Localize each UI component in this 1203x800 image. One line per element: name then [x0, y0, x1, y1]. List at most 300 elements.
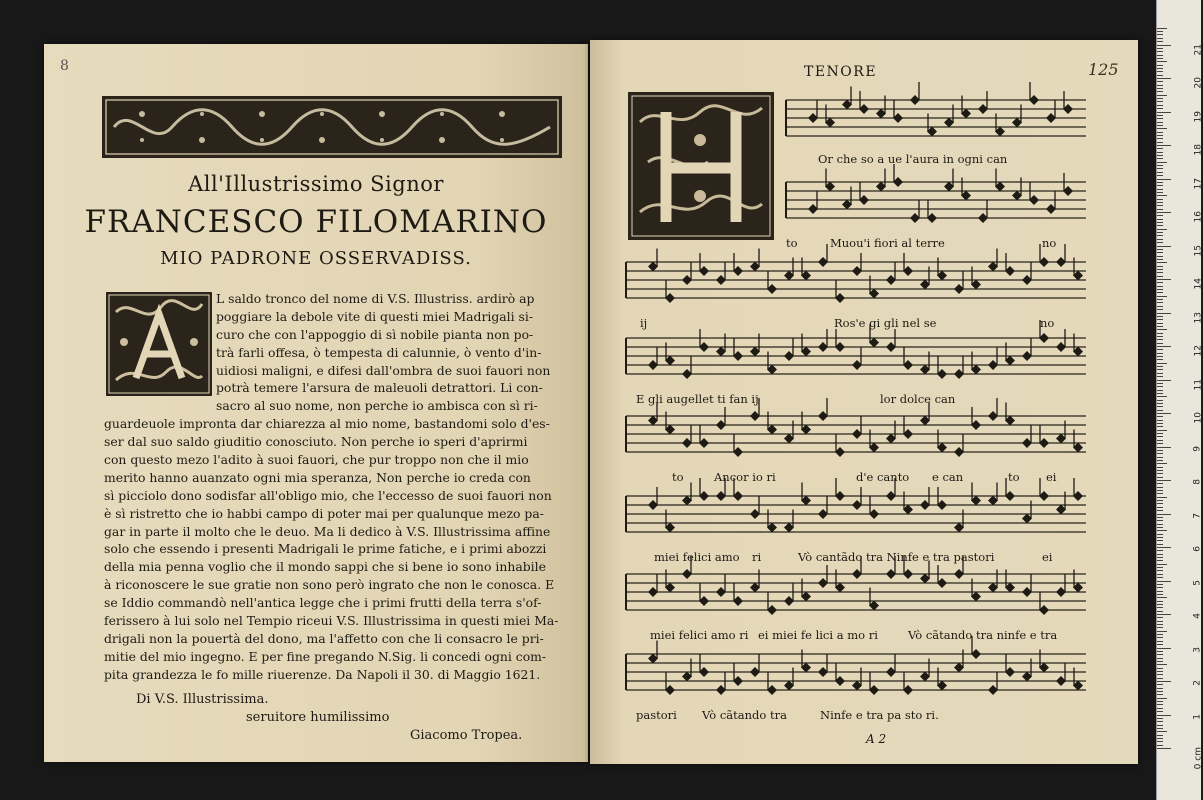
ruler-tick — [1157, 581, 1171, 582]
ruler-tick — [1157, 410, 1163, 411]
ruler-label: 0 cm — [1193, 747, 1203, 770]
ruler-tick — [1157, 232, 1163, 233]
right-page — [590, 40, 1138, 764]
ruler-tick — [1157, 701, 1163, 702]
ruler-tick — [1157, 688, 1163, 689]
ruler-tick — [1157, 728, 1163, 729]
ruler-tick — [1157, 262, 1167, 263]
ruler-tick — [1157, 684, 1163, 685]
ruler-tick — [1157, 175, 1163, 176]
ruler-tick — [1157, 172, 1163, 173]
ruler-tick — [1157, 380, 1171, 381]
ruler-tick — [1157, 323, 1163, 324]
ruler-tick — [1157, 343, 1163, 344]
ruler-tick — [1157, 168, 1163, 169]
dedication-text — [104, 290, 570, 684]
ruler-tick — [1157, 607, 1163, 608]
ruler-tick — [1157, 500, 1163, 501]
ruler-tick — [1157, 112, 1171, 113]
ruler-tick — [1157, 125, 1163, 126]
ruler-tick — [1157, 306, 1163, 307]
dedication-line: sacro al suo nome, non perche io ambisca con sì ri- — [216, 398, 538, 414]
lyric-text: Ninfe e tra pa sto ri. — [820, 708, 939, 722]
ruler-tick — [1157, 383, 1163, 384]
ruler-tick — [1157, 242, 1163, 243]
ruler-tick — [1157, 654, 1163, 655]
ruler-tick — [1157, 55, 1163, 56]
ruler-tick — [1157, 289, 1163, 290]
ruler-tick — [1157, 648, 1171, 649]
ruler-tick — [1157, 396, 1167, 397]
ruler-tick — [1157, 694, 1163, 695]
ruler-label: 19 — [1193, 110, 1203, 122]
lyric-text: miei felici amo ri — [650, 628, 749, 642]
ruler-tick — [1157, 637, 1163, 638]
ruler-tick — [1157, 272, 1163, 273]
ruler-tick — [1157, 530, 1167, 531]
servant-line: seruitore humilissimo — [246, 710, 390, 725]
ruler-tick — [1157, 698, 1167, 699]
dedication-line: ser dal suo saldo giuditio conosciuto. Non perche io speri d'aprirmi — [104, 434, 528, 450]
left-page — [44, 44, 588, 762]
ruler-tick — [1157, 524, 1163, 525]
ruler-tick — [1157, 436, 1163, 437]
ruler-tick — [1157, 215, 1163, 216]
ruler-tick — [1157, 614, 1171, 615]
ruler-tick — [1157, 661, 1163, 662]
ruler-tick — [1157, 416, 1163, 417]
ruler-tick — [1157, 668, 1163, 669]
ruler-tick — [1157, 570, 1163, 571]
ruler-label: 2 — [1193, 680, 1203, 686]
ruler-tick — [1157, 356, 1163, 357]
ruler-tick — [1157, 704, 1163, 705]
ruler-tick — [1157, 299, 1163, 300]
ruler-tick — [1157, 711, 1163, 712]
ruler-tick — [1157, 651, 1163, 652]
dedication-line: potrà temere l'arsura de maleuoli detrattori. Li con- — [216, 380, 543, 396]
ruler-tick — [1157, 148, 1163, 149]
ruler-tick — [1157, 745, 1163, 746]
ruler-tick — [1157, 594, 1163, 595]
ruler-tick — [1157, 353, 1163, 354]
ruler-tick — [1157, 349, 1163, 350]
ruler-tick — [1157, 65, 1163, 66]
ruler-tick — [1157, 634, 1163, 635]
ruler-tick — [1157, 209, 1163, 210]
ruler-tick — [1157, 182, 1163, 183]
ruler-tick — [1157, 611, 1163, 612]
ruler-label: 7 — [1193, 512, 1203, 519]
ruler-tick — [1157, 678, 1163, 679]
ruler-tick — [1157, 584, 1163, 585]
lyric-text: Or che so a ue l'aura in ogni can — [818, 152, 1008, 166]
ruler-tick — [1157, 534, 1163, 535]
page-mark: 8 — [60, 58, 69, 74]
ruler-tick — [1157, 393, 1163, 394]
ruler-tick — [1157, 329, 1167, 330]
ruler-tick — [1157, 373, 1163, 374]
ruler-tick — [1157, 520, 1163, 521]
ruler-tick — [1157, 470, 1163, 471]
ruler-tick — [1157, 664, 1167, 665]
ruler-tick — [1157, 735, 1163, 736]
ruler-tick — [1157, 292, 1163, 293]
ruler-tick — [1157, 158, 1163, 159]
ruler-tick — [1157, 487, 1163, 488]
ruler-tick — [1157, 457, 1163, 458]
ruler-tick — [1157, 483, 1163, 484]
ruler-tick — [1157, 256, 1163, 257]
ruler-tick — [1157, 235, 1163, 236]
dedication-line: è sì ristretto che io habbi campo di poter mai per qualunque mezo pa- — [104, 505, 544, 521]
ruler-tick — [1157, 741, 1163, 742]
ruler-tick — [1157, 477, 1163, 478]
ruler-tick — [1157, 564, 1167, 565]
folio-number: 125 — [1088, 60, 1119, 79]
ruler-tick — [1157, 715, 1171, 716]
ruler-tick — [1157, 359, 1163, 360]
ruler-label: 3 — [1193, 646, 1203, 653]
lyric-text: e can — [932, 470, 964, 484]
ruler-tick — [1157, 560, 1163, 561]
dedication-line: trà farli offesa, ò tempesta di calunnie, ò vento d'in- — [216, 344, 542, 360]
ruler-label: 1 — [1193, 713, 1203, 720]
ruler-tick — [1157, 497, 1167, 498]
lyric-text: Vò cãtando tra — [702, 708, 787, 722]
dedication-line: solo che essendo i presenti Madrigali le prime fatiche, e i primi abozzi — [104, 541, 547, 557]
dedication-line: poggiare la debole vite di questi miei Madrigali si- — [216, 308, 534, 324]
ruler-tick — [1157, 108, 1163, 109]
dedication-line: sì picciolo dono sodisfar all'obligo mio, che l'eccesso de suoi fauori non — [104, 487, 552, 503]
ruler-tick — [1157, 118, 1163, 119]
lyric-text: d'e canto — [856, 470, 910, 484]
ruler-label: 15 — [1193, 244, 1203, 256]
ruler-tick — [1157, 557, 1163, 558]
ruler-tick — [1157, 403, 1163, 404]
dedication-line: guardeuole impronta dar chiarezza al mio nome, bastandomi solo d'es- — [104, 416, 550, 432]
ruler-tick — [1157, 681, 1171, 682]
dedication-line: della mia penna voglio che il mondo sappi che si bene io sono inhabile — [104, 559, 546, 575]
ruler-tick — [1157, 286, 1163, 287]
ruler-tick — [1157, 423, 1163, 424]
ruler-tick — [1157, 88, 1163, 89]
ruler-tick — [1157, 316, 1163, 317]
ruler-tick — [1157, 68, 1163, 69]
ruler-tick — [1157, 115, 1163, 116]
ruler-tick — [1157, 34, 1163, 35]
ruler-tick — [1157, 138, 1163, 139]
ruler-tick — [1157, 336, 1163, 337]
ruler-tick — [1157, 604, 1163, 605]
ruler-tick — [1157, 708, 1163, 709]
ruler-tick — [1157, 31, 1163, 32]
ornamental-border — [102, 96, 562, 158]
ruler-tick — [1157, 641, 1163, 642]
lyric-text: to — [672, 470, 684, 484]
lyric-text: lor dolce can — [880, 392, 956, 406]
ruler-tick — [1157, 296, 1167, 297]
ruler-label: 8 — [1193, 479, 1203, 485]
ruler-tick — [1157, 212, 1171, 213]
ruler-tick — [1157, 162, 1167, 163]
ruler-tick — [1157, 269, 1163, 270]
ruler-tick — [1157, 453, 1163, 454]
ruler-tick — [1157, 51, 1163, 52]
ruler-label: 10 — [1193, 412, 1203, 424]
ruler-tick — [1157, 85, 1163, 86]
ruler-tick — [1157, 621, 1163, 622]
ruler-tick — [1157, 91, 1163, 92]
ruler-tick — [1157, 510, 1163, 511]
ruler-tick — [1157, 259, 1163, 260]
ruler-tick — [1157, 430, 1167, 431]
ruler-tick — [1157, 205, 1163, 206]
ruler-label: 4 — [1193, 613, 1203, 619]
ruler-tick — [1157, 503, 1163, 504]
dedication-line: con questo mezo l'adito à suoi fauori, che pur troppo non che il mio — [104, 452, 529, 468]
ruler-tick — [1157, 460, 1163, 461]
ruler-tick — [1157, 346, 1171, 347]
ruler-tick — [1157, 547, 1171, 548]
ruler-tick — [1157, 179, 1171, 180]
ruler-tick — [1157, 413, 1171, 414]
ruler-tick — [1157, 28, 1167, 29]
ruler-tick — [1157, 426, 1163, 427]
ruler-tick — [1157, 537, 1163, 538]
ruler-tick — [1157, 122, 1163, 123]
ruler-tick — [1157, 731, 1167, 732]
ruler-tick — [1157, 544, 1163, 545]
name-line: FRANCESCO FILOMARINO — [84, 204, 548, 240]
ruler-tick — [1157, 527, 1163, 528]
ruler-tick — [1157, 132, 1163, 133]
ruler-tick — [1157, 333, 1163, 334]
lyric-text: ei — [1042, 550, 1053, 564]
ruler-tick — [1157, 674, 1163, 675]
ruler-tick — [1157, 75, 1163, 76]
signature-mark: A 2 — [866, 732, 887, 746]
ruler-tick — [1157, 493, 1163, 494]
dedication-line: drigali non la pouertà del dono, ma l'affetto con che li consacro le pri- — [104, 630, 544, 646]
ruler-tick — [1157, 319, 1163, 320]
ruler-tick — [1157, 366, 1163, 367]
ruler-tick — [1157, 443, 1163, 444]
ruler-tick — [1157, 386, 1163, 387]
lyric-text: ei miei fe lici a mo ri — [758, 628, 878, 642]
ruler-tick — [1157, 467, 1163, 468]
ruler-tick — [1157, 98, 1163, 99]
signature: Giacomo Tropea. — [410, 728, 523, 743]
ruler-tick — [1157, 420, 1163, 421]
ruler-label: 5 — [1193, 579, 1203, 586]
closing-line: Di V.S. Illustrissima. — [136, 692, 269, 707]
ruler-tick — [1157, 574, 1163, 575]
dedication-line: se Iddio commandò nell'antica legge che i primi frutti della terra s'of- — [104, 595, 542, 611]
ruler-tick — [1157, 718, 1163, 719]
ruler-tick — [1157, 192, 1163, 193]
ruler-tick — [1157, 369, 1163, 370]
ruler-tick — [1157, 135, 1163, 136]
ruler-tick — [1157, 189, 1163, 190]
part-name: TENORE — [804, 64, 878, 80]
ruler-tick — [1157, 229, 1167, 230]
ruler-tick — [1157, 249, 1163, 250]
ruler-label: 16 — [1193, 211, 1203, 223]
ruler-tick — [1157, 390, 1163, 391]
ruler-tick — [1157, 313, 1171, 314]
ruler-tick — [1157, 617, 1163, 618]
ruler-tick — [1157, 463, 1167, 464]
ruler-tick — [1157, 309, 1163, 310]
ruler-tick — [1157, 225, 1163, 226]
ruler-tick — [1157, 279, 1171, 280]
measurement-ruler — [1156, 0, 1201, 800]
ruler-tick — [1157, 239, 1163, 240]
lyric-text: E gli augellet ti fan ij — [636, 392, 759, 406]
ruler-tick — [1157, 433, 1163, 434]
ruler-tick — [1157, 326, 1163, 327]
ruler-tick — [1157, 748, 1171, 749]
ruler-tick — [1157, 45, 1171, 46]
lyric-text: pastori — [636, 708, 677, 722]
ruler-tick — [1157, 738, 1163, 739]
ruler-tick — [1157, 222, 1163, 223]
ruler-tick — [1157, 152, 1163, 153]
ruler-tick — [1157, 644, 1163, 645]
ruler-tick — [1157, 266, 1163, 267]
ruler-tick — [1157, 41, 1163, 42]
ruler-tick — [1157, 363, 1167, 364]
ruler-tick — [1157, 400, 1163, 401]
ruler-tick — [1157, 514, 1171, 515]
lyric-text: ri — [752, 550, 762, 564]
ruler-tick — [1157, 78, 1171, 79]
ruler-tick — [1157, 376, 1163, 377]
ruler-label: 12 — [1193, 345, 1203, 357]
ruler-tick — [1157, 276, 1163, 277]
ruler-label: 9 — [1193, 445, 1203, 452]
ruler-tick — [1157, 339, 1163, 340]
ruler-tick — [1157, 627, 1163, 628]
ruler-tick — [1157, 450, 1163, 451]
ruler-tick — [1157, 554, 1163, 555]
ruler-tick — [1157, 587, 1163, 588]
ruler-tick — [1157, 199, 1163, 200]
ruler-tick — [1157, 246, 1171, 247]
ruler-tick — [1157, 540, 1163, 541]
ruler-tick — [1157, 567, 1163, 568]
ruler-tick — [1157, 406, 1163, 407]
lyric-text: ij — [640, 316, 648, 330]
ruler-tick — [1157, 48, 1163, 49]
ruler-tick — [1157, 282, 1163, 283]
ruler-label: 17 — [1193, 177, 1203, 189]
dedication-line: ferissero à lui solo nel Tempio riceui V.S. Illustrissima in questi miei Ma- — [104, 613, 559, 629]
ruler-tick — [1157, 658, 1163, 659]
lyric-text: Ancor io ri — [714, 470, 776, 484]
ruler-tick — [1157, 202, 1163, 203]
ruler-tick — [1157, 591, 1163, 592]
ruler-tick — [1157, 142, 1163, 143]
title-line: MIO PADRONE OSSERVADISS. — [160, 248, 472, 269]
ruler-tick — [1157, 671, 1163, 672]
ruler-tick — [1157, 480, 1171, 481]
dedication-line: uidiosi maligni, e difesi dall'ombra de suoi fauori non — [216, 362, 551, 378]
ruler-tick — [1157, 440, 1163, 441]
ruler-tick — [1157, 725, 1163, 726]
dedication-line: mitie del mio ingegno. E per fine pregando N.Sig. li concedi ogni com- — [104, 648, 547, 664]
ruler-tick — [1157, 128, 1167, 129]
lyric-text: Vò cantãdo tra Ninfe e tra pastori — [798, 550, 995, 564]
lyric-text: miei felici amo — [654, 550, 740, 564]
ruler-label: 21 — [1193, 43, 1203, 55]
ruler-tick — [1157, 490, 1163, 491]
ruler-tick — [1157, 597, 1167, 598]
ruler-label: 20 — [1193, 77, 1203, 89]
dedication-line: pita grandezza le fo mille riuerenze. Da Napoli il 30. di Maggio 1621. — [104, 666, 541, 682]
ruler-tick — [1157, 473, 1163, 474]
ruler-tick — [1157, 447, 1171, 448]
dedication-line: curo che con l'appoggio di sì nobile pianta non po- — [216, 326, 534, 342]
ruler-tick — [1157, 577, 1163, 578]
ruler-tick — [1157, 624, 1163, 625]
dedication-line: à riconoscere le sue gratie non sono però ingrato che non le conosca. E — [104, 577, 555, 593]
ruler-tick — [1157, 691, 1163, 692]
ruler-tick — [1157, 58, 1163, 59]
ruler-tick — [1157, 81, 1163, 82]
ruler-tick — [1157, 155, 1163, 156]
ruler-tick — [1157, 601, 1163, 602]
ruler-tick — [1157, 550, 1163, 551]
ruler-tick — [1157, 721, 1163, 722]
ruler-tick — [1157, 517, 1163, 518]
dedication-line: merito hanno auanzato ogni mia speranza, Non perche io creda con — [104, 469, 531, 485]
lyric-text: Ros'e gi gli nel se — [834, 316, 937, 330]
dedication-line: gar in parte il molto che le deuo. Ma li dedico à V.S. Illustrissima affine — [104, 523, 551, 539]
ruler-label: 11 — [1193, 378, 1203, 390]
ruler-tick — [1157, 219, 1163, 220]
ruler-label: 14 — [1193, 278, 1203, 290]
ruler-tick — [1157, 101, 1163, 102]
ruler-tick — [1157, 507, 1163, 508]
ruler-tick — [1157, 631, 1167, 632]
lyric-text: Vò cãtando tra ninfe e tra — [908, 628, 1058, 642]
ruler-tick — [1157, 185, 1163, 186]
ruler-tick — [1157, 195, 1167, 196]
ruler-tick — [1157, 145, 1171, 146]
ruler-label: 18 — [1193, 144, 1203, 156]
ruler-tick — [1157, 61, 1167, 62]
ruler-tick — [1157, 252, 1163, 253]
ruler-tick — [1157, 95, 1167, 96]
lyric-text: to — [786, 236, 798, 250]
lyric-text: to — [1008, 470, 1020, 484]
ruler-label: 6 — [1193, 546, 1203, 552]
ruler-tick — [1157, 38, 1163, 39]
lyric-text: Muou'i fiori al terre — [830, 236, 945, 250]
ruler-tick — [1157, 71, 1163, 72]
ruler-label: 13 — [1193, 311, 1203, 323]
address-line: All'Illustrissimo Signor — [188, 172, 444, 196]
lyric-text: ei — [1046, 470, 1057, 484]
ruler-tick — [1157, 165, 1163, 166]
lyric-text: no — [1040, 316, 1055, 330]
ruler-tick — [1157, 302, 1163, 303]
dedication-line: L saldo tronco del nome di V.S. Illustriss. ardirò ap — [216, 291, 535, 306]
ruler-tick — [1157, 105, 1163, 106]
lyric-text: no — [1042, 236, 1057, 250]
